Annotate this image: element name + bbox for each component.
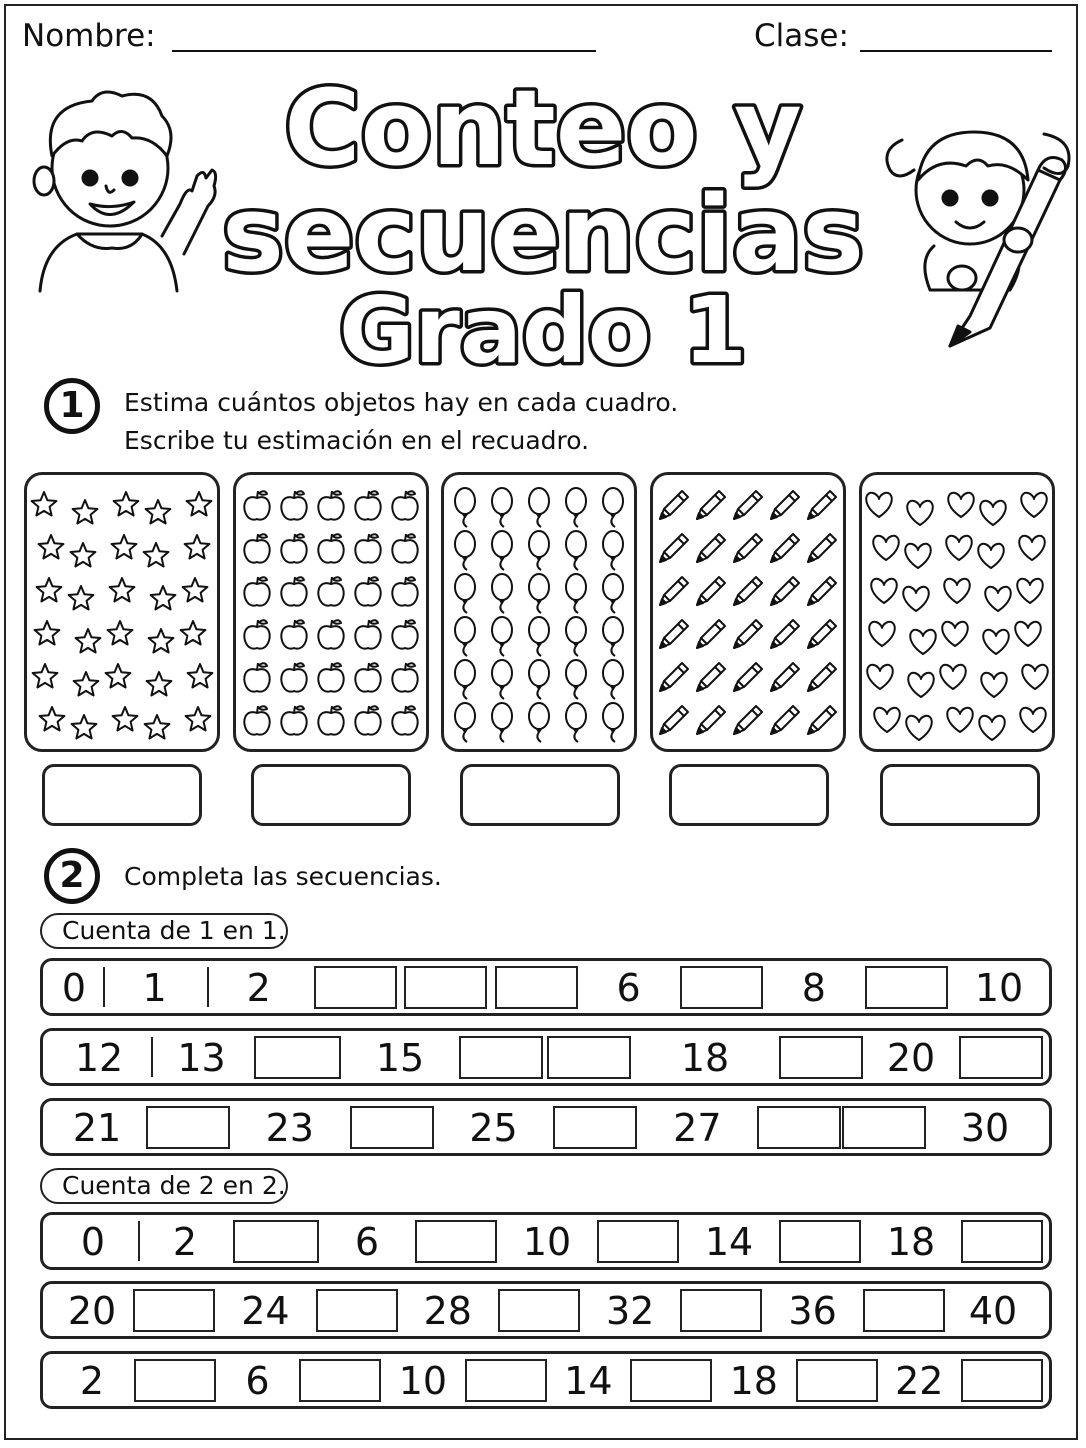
sequence-number: 28: [423, 1289, 472, 1333]
balloon-icon: [603, 703, 623, 742]
heart-icon: [866, 493, 892, 517]
class-label: Clase:: [754, 18, 849, 54]
balloon-icon: [492, 574, 512, 613]
sequence-number: 40: [968, 1289, 1018, 1333]
heart-icon: [1020, 708, 1046, 732]
heart-icon: [874, 708, 900, 732]
apple-icon: [281, 577, 306, 606]
answer-blank[interactable]: [961, 1220, 1043, 1263]
apple-icon: [318, 663, 343, 692]
instruction-1a: Estima cuántos objetos hay en cada cuadro.: [124, 388, 679, 417]
answer-blank[interactable]: [316, 1289, 398, 1332]
answer-blank[interactable]: [796, 1359, 878, 1402]
pencil-icon: [771, 620, 799, 648]
class-field[interactable]: [860, 50, 1052, 52]
star-icon: [110, 578, 135, 602]
sequence-number: 12: [74, 1036, 124, 1080]
pencil-icon: [660, 577, 688, 605]
sequence-number: 13: [177, 1036, 226, 1080]
apple-icon: [244, 577, 269, 606]
divider: [207, 967, 209, 1007]
apple-icon: [244, 620, 269, 649]
heart-icon: [871, 579, 897, 603]
apple-icon: [244, 663, 269, 692]
sequence-number: 14: [704, 1220, 754, 1264]
heart-icon: [867, 665, 893, 689]
pencil-icon: [660, 534, 688, 562]
estimate-box-apples[interactable]: [251, 764, 411, 826]
pencil-icon: [808, 706, 836, 734]
heart-icon: [1017, 579, 1043, 603]
sequence-number: 2: [172, 1220, 198, 1264]
apple-icon: [281, 620, 306, 649]
sequence-number: 23: [265, 1106, 314, 1150]
sequence-number: 36: [788, 1289, 837, 1333]
pencil-icon: [808, 534, 836, 562]
sequence-number: 8: [801, 966, 826, 1010]
answer-blank[interactable]: [350, 1106, 434, 1149]
balloon-icon: [529, 617, 549, 656]
pencil-icon: [771, 663, 799, 691]
answer-blank[interactable]: [959, 1036, 1043, 1079]
balloon-icon: [455, 574, 475, 613]
star-icon: [181, 621, 206, 645]
estimate-box-pencils[interactable]: [669, 764, 829, 826]
sequence-number: 2: [79, 1359, 105, 1403]
answer-blank[interactable]: [465, 1359, 547, 1402]
star-icon: [76, 629, 101, 653]
sequence-number: 21: [72, 1106, 122, 1150]
sequence-row-3: [40, 1098, 1052, 1156]
answer-blank[interactable]: [779, 1220, 861, 1263]
star-icon: [73, 500, 98, 524]
answer-blank[interactable]: [133, 1289, 215, 1332]
pencil-icon: [771, 706, 799, 734]
girl-illustration: [878, 110, 1078, 356]
star-icon: [108, 621, 133, 645]
sequence-number: 0: [61, 966, 87, 1010]
star-icon: [72, 715, 97, 739]
sequence-number: 24: [241, 1289, 290, 1333]
answer-blank[interactable]: [314, 966, 397, 1009]
heart-icon: [979, 716, 1005, 740]
sequence-number: 6: [354, 1220, 380, 1264]
pencil-icon: [734, 663, 762, 691]
balloon-icon: [529, 488, 549, 527]
heart-icon: [903, 587, 929, 611]
pencil-icon: [697, 663, 725, 691]
heart-icon: [981, 673, 1007, 697]
answer-blank[interactable]: [233, 1220, 319, 1263]
pencil-icon: [697, 491, 725, 519]
balloon-icon: [529, 703, 549, 742]
heart-icon: [1022, 665, 1048, 689]
star-icon: [145, 715, 170, 739]
sequence-number: 25: [469, 1106, 518, 1150]
sequence-number: 10: [398, 1359, 448, 1403]
pencil-icon: [734, 577, 762, 605]
star-icon: [187, 492, 212, 516]
answer-blank[interactable]: [779, 1036, 863, 1079]
apple-icon: [281, 491, 306, 520]
answer-blank[interactable]: [865, 966, 948, 1009]
pencil-icon: [697, 706, 725, 734]
heart-icon: [942, 622, 968, 646]
star-icon: [147, 672, 172, 696]
apple-icon: [318, 491, 343, 520]
apple-icon: [318, 534, 343, 563]
heart-icon: [910, 630, 936, 654]
pencil-icon: [771, 491, 799, 519]
apple-icon: [281, 534, 306, 563]
star-icon: [32, 492, 57, 516]
apple-icon: [392, 577, 417, 606]
answer-blank[interactable]: [498, 1289, 580, 1332]
pencil-icon: [734, 534, 762, 562]
balloon-icon: [566, 531, 586, 570]
apple-icon: [281, 706, 306, 735]
sequence-row-1: [40, 958, 1052, 1016]
star-icon: [35, 621, 60, 645]
count-by-1-label: Cuenta de 1 en 1.: [40, 913, 288, 949]
heart-icon: [873, 536, 899, 560]
answer-blank[interactable]: [680, 966, 763, 1009]
apple-icon: [355, 620, 380, 649]
star-icon: [37, 578, 62, 602]
worksheet-title: [190, 56, 896, 376]
pencil-icon: [697, 534, 725, 562]
balloon-icon: [492, 703, 512, 742]
heart-icon: [869, 622, 895, 646]
balloon-icon: [603, 531, 623, 570]
stars-panel: [24, 472, 220, 752]
heart-icon: [907, 501, 933, 525]
answer-blank[interactable]: [863, 1289, 945, 1332]
star-icon: [39, 535, 64, 559]
sequence-number: 2: [246, 966, 271, 1010]
star-icon: [69, 586, 94, 610]
answer-blank[interactable]: [842, 1106, 926, 1149]
balloon-icon: [455, 703, 475, 742]
pencil-icon: [808, 491, 836, 519]
star-icon: [71, 543, 96, 567]
answer-blank[interactable]: [597, 1220, 679, 1263]
star-icon: [114, 492, 139, 516]
apple-icon: [392, 491, 417, 520]
pencil-icon: [734, 491, 762, 519]
sequence-number: 18: [680, 1036, 730, 1080]
answer-blank[interactable]: [459, 1036, 543, 1079]
apple-icon: [392, 620, 417, 649]
answer-blank[interactable]: [299, 1359, 381, 1402]
balloon-icon: [603, 660, 623, 699]
apple-icon: [318, 577, 343, 606]
balloons-panel: [441, 472, 637, 752]
pencil-icon: [808, 663, 836, 691]
balloon-icon: [492, 617, 512, 656]
sequence-number: 18: [886, 1220, 936, 1264]
sequence-row-6: [40, 1351, 1052, 1409]
apple-icon: [281, 663, 306, 692]
sequence-row-2: [40, 1028, 1052, 1086]
sequence-number: 30: [960, 1106, 1010, 1150]
estimate-box-stars[interactable]: [42, 764, 202, 826]
sequence-number: 22: [895, 1359, 944, 1403]
balloon-icon: [455, 531, 475, 570]
heart-icon: [1015, 622, 1041, 646]
answer-blank[interactable]: [254, 1036, 341, 1079]
star-icon: [185, 535, 210, 559]
balloon-icon: [455, 488, 475, 527]
balloon-icon: [603, 617, 623, 656]
pencils-panel: [650, 472, 846, 752]
star-icon: [144, 543, 169, 567]
sequence-row-4: [40, 1212, 1052, 1270]
balloon-icon: [455, 617, 475, 656]
apple-icon: [355, 663, 380, 692]
apple-icon: [392, 706, 417, 735]
pencil-icon: [808, 577, 836, 605]
step-1-badge: 1: [44, 378, 100, 434]
apple-icon: [355, 577, 380, 606]
heart-icon: [940, 665, 966, 689]
balloon-icon: [566, 660, 586, 699]
step-2-badge: 2: [44, 848, 100, 904]
apples-panel: [233, 472, 429, 752]
balloon-icon: [492, 531, 512, 570]
star-icon: [151, 586, 176, 610]
sequence-number: 10: [522, 1220, 572, 1264]
count-by-2-label: Cuenta de 2 en 2.: [40, 1168, 288, 1204]
pencil-icon: [660, 620, 688, 648]
heart-icon: [944, 579, 970, 603]
balloon-icon: [566, 574, 586, 613]
apple-icon: [392, 663, 417, 692]
pencil-icon: [660, 491, 688, 519]
apple-icon: [318, 706, 343, 735]
star-icon: [33, 664, 58, 688]
name-field[interactable]: [172, 50, 596, 52]
star-icon: [146, 500, 171, 524]
star-icon: [188, 664, 213, 688]
pencil-icon: [734, 706, 762, 734]
answer-blank[interactable]: [961, 1359, 1043, 1402]
sequence-row-5: [40, 1281, 1052, 1339]
balloon-icon: [603, 488, 623, 527]
balloon-icon: [529, 660, 549, 699]
sequence-number: 32: [606, 1289, 655, 1333]
pencil-icon: [771, 534, 799, 562]
star-icon: [112, 535, 137, 559]
heart-icon: [908, 673, 934, 697]
heart-icon: [948, 493, 974, 517]
pencil-icon: [697, 577, 725, 605]
balloon-icon: [529, 574, 549, 613]
apple-icon: [244, 706, 269, 735]
sequence-number: 1: [142, 966, 167, 1010]
balloon-icon: [529, 531, 549, 570]
answer-blank[interactable]: [146, 1106, 230, 1149]
title-line-1: Conteo y: [284, 67, 802, 189]
pencil-icon: [808, 620, 836, 648]
balloon-icon: [566, 488, 586, 527]
pencil-icon: [697, 620, 725, 648]
divider: [103, 967, 105, 1007]
answer-blank[interactable]: [547, 1036, 631, 1079]
pencil-icon: [771, 577, 799, 605]
star-icon: [113, 707, 138, 731]
star-icon: [40, 707, 65, 731]
apple-icon: [392, 534, 417, 563]
estimate-box-hearts[interactable]: [880, 764, 1040, 826]
star-icon: [186, 707, 211, 731]
sequence-number: 14: [564, 1359, 613, 1403]
balloon-icon: [455, 660, 475, 699]
sequence-number: 27: [673, 1106, 722, 1150]
balloon-icon: [603, 574, 623, 613]
answer-blank[interactable]: [415, 1220, 497, 1263]
star-icon: [183, 578, 208, 602]
hearts-panel: [859, 472, 1055, 752]
instruction-1b: Escribe tu estimación en el recuadro.: [124, 426, 590, 455]
balloon-icon: [566, 617, 586, 656]
instruction-2: Completa las secuencias.: [124, 862, 442, 891]
title-line-2: secuencias: [221, 173, 865, 295]
pencil-icon: [734, 620, 762, 648]
answer-blank[interactable]: [553, 1106, 637, 1149]
star-icon: [149, 629, 174, 653]
heart-icon: [947, 708, 973, 732]
estimate-box-balloons[interactable]: [460, 764, 620, 826]
sequence-number: 10: [974, 966, 1024, 1010]
balloon-icon: [492, 488, 512, 527]
sequence-number: 6: [616, 966, 641, 1010]
sequence-number: 18: [729, 1359, 778, 1403]
balloon-icon: [492, 660, 512, 699]
sequence-number: 0: [80, 1220, 106, 1264]
sequence-number: 15: [375, 1036, 425, 1080]
apple-icon: [244, 491, 269, 520]
heart-icon: [906, 716, 932, 740]
answer-blank[interactable]: [630, 1359, 712, 1402]
sequence-number: 20: [67, 1289, 117, 1333]
answer-blank[interactable]: [404, 966, 487, 1009]
apple-icon: [244, 534, 269, 563]
heart-icon: [983, 630, 1009, 654]
answer-blank[interactable]: [680, 1289, 762, 1332]
heart-icon: [1021, 493, 1047, 517]
heart-icon: [1019, 536, 1045, 560]
name-label: Nombre:: [22, 18, 156, 54]
star-icon: [106, 664, 131, 688]
heart-icon: [980, 501, 1006, 525]
sequence-number: 20: [886, 1036, 936, 1080]
apple-icon: [318, 620, 343, 649]
balloon-icon: [566, 703, 586, 742]
title-line-3: Grado 1: [338, 277, 748, 376]
heart-icon: [905, 544, 931, 568]
answer-blank[interactable]: [134, 1359, 216, 1402]
star-icon: [74, 672, 99, 696]
answer-blank[interactable]: [757, 1106, 841, 1149]
apple-icon: [355, 491, 380, 520]
apple-icon: [355, 706, 380, 735]
sequence-number: 6: [245, 1359, 270, 1403]
answer-blank[interactable]: [495, 966, 578, 1009]
heart-icon: [985, 587, 1011, 611]
heart-icon: [978, 544, 1004, 568]
pencil-icon: [660, 706, 688, 734]
apple-icon: [355, 534, 380, 563]
heart-icon: [946, 536, 972, 560]
pencil-icon: [660, 663, 688, 691]
